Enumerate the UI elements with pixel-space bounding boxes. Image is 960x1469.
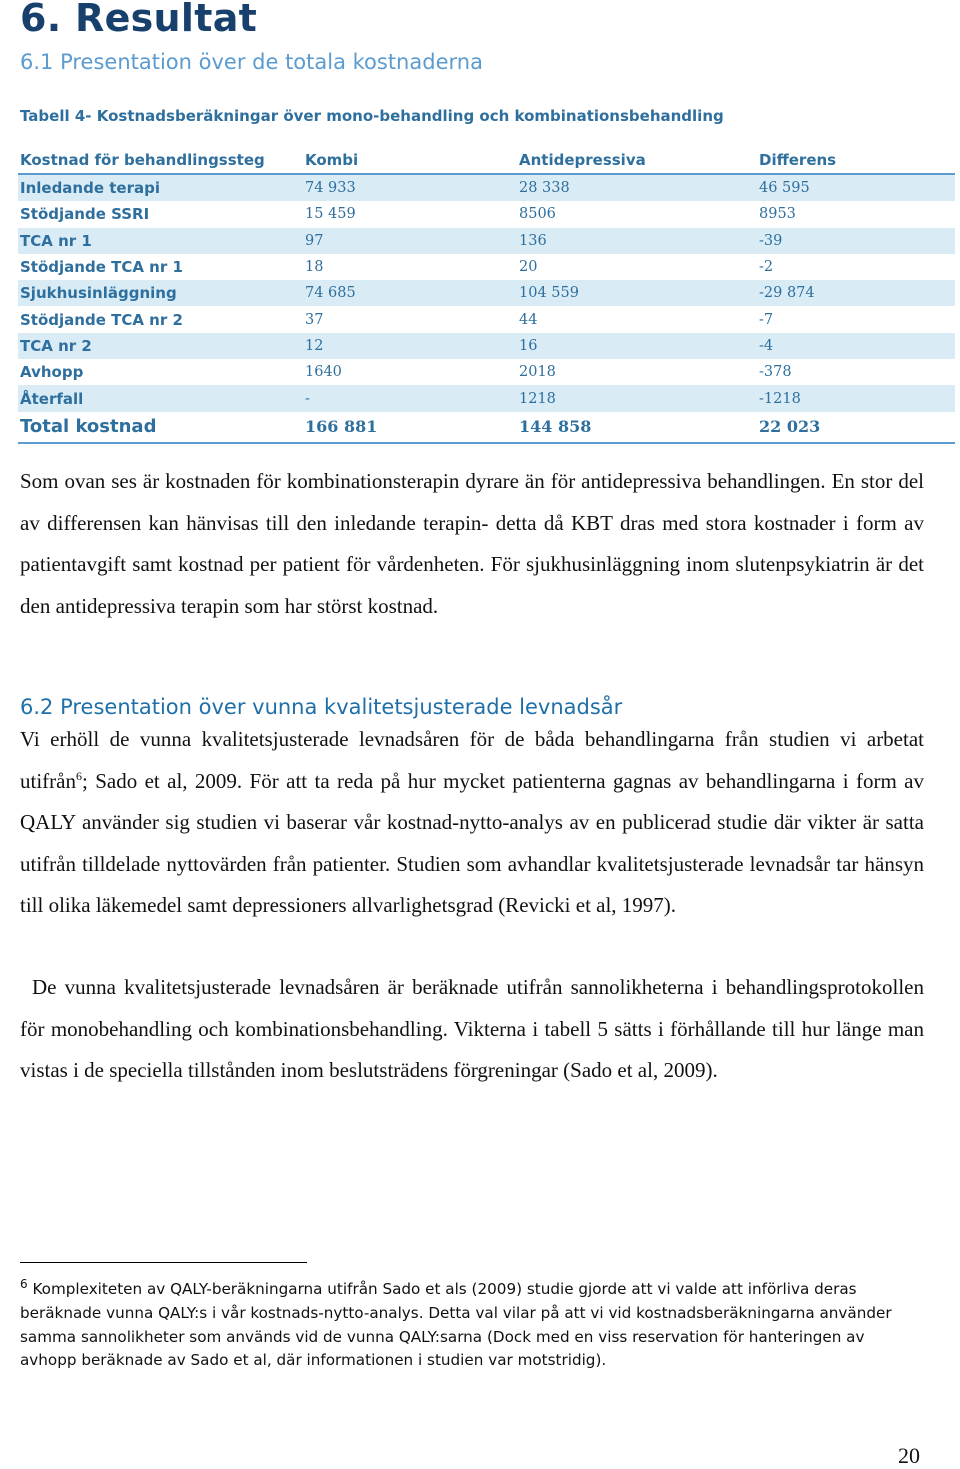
cell-kombi: 37 [305, 311, 324, 328]
total-differens: 22 023 [757, 412, 955, 443]
cell-differens: -2 [759, 259, 774, 276]
header-differens: Differens [757, 147, 955, 174]
cell-antidepressiva: 20 [519, 259, 538, 276]
cell-kombi: 74 933 [303, 174, 517, 201]
cell-kombi: 1640 [305, 364, 342, 381]
paragraph-cost-summary: Som ovan ses är kostnaden för kombinationsterapin dyrare än för antidepressiva behandlingen. En stor del av differensen kan hänvisas till den inledande terapin- detta då KBT dras med stora kostnader i form av patientavgift samt kostnad per patient för vårdenheten. För sjukhusinläggning inom slutenpsykiatrin är det den antidepressiva terapin som har störst kostnad. [20, 469, 924, 618]
table-row [18, 228, 955, 254]
cell-antidepressiva: 1218 [517, 385, 757, 411]
total-antidepressiva: 144 858 [517, 412, 757, 443]
row-label: Inledande terapi [18, 174, 303, 201]
cell-kombi: 12 [303, 333, 517, 359]
footnote [20, 1278, 920, 1373]
subsection-title-qaly: 6.2 Presentation över vunna kvalitetsjusterade levnadsår [20, 695, 623, 719]
cell-differens: -39 [757, 228, 955, 254]
table-row [18, 174, 955, 201]
cell-differens: -4 [757, 333, 955, 359]
table-header-row [18, 147, 955, 174]
row-label: TCA nr 1 [18, 228, 303, 254]
header-kombi: Kombi [303, 147, 517, 174]
table-row [18, 333, 955, 359]
cell-differens: 8953 [759, 206, 796, 223]
cell-antidepressiva: 2018 [519, 364, 556, 381]
row-label: Stödjande TCA nr 1 [20, 258, 183, 277]
cell-antidepressiva: 44 [519, 311, 538, 328]
subsection-title-costs: 6.1 Presentation över de totala kostnaderna [20, 50, 483, 74]
table-caption: Tabell 4- Kostnadsberäkningar över mono-behandling och kombinationsbehandling [20, 107, 724, 125]
footnote-reference: 6 [75, 768, 82, 783]
table-row [18, 280, 955, 306]
cell-kombi: 18 [305, 259, 324, 276]
cell-kombi: 74 685 [303, 280, 517, 306]
table-row [18, 385, 955, 411]
cell-antidepressiva: 136 [517, 228, 757, 254]
row-label: TCA nr 2 [18, 333, 303, 359]
cell-antidepressiva: 16 [517, 333, 757, 359]
cell-differens: 46 595 [757, 174, 955, 201]
cost-table [18, 147, 955, 444]
paragraph-qaly-part1: Vi erhöll de vunna kvalitetsjusterade levnadsåren för de båda behandlingarna från studien vi arbetat utifrån [20, 727, 924, 793]
footnote-separator [20, 1262, 307, 1263]
table-row [18, 254, 955, 280]
table-row [18, 359, 955, 385]
footnote-number: 6 [20, 1276, 28, 1291]
cell-kombi: 15 459 [305, 206, 356, 223]
footnote-text: Komplexiteten av QALY-beräkningarna utifrån Sado et als (2009) studie gjorde att vi valde att införliva deras beräknade vunna QALY:s i vår kostnads-nytto-analys. Detta val vilar på att vi vid kostnadsberäkningarna använder samma sannolikheter som används vid de vunna QALY:sarna (Dock med en viss reservation för hanteringen av avhopp beräknade av Sado et al, där informationen i studien var motstridig). [20, 1280, 892, 1370]
total-label: Total kostnad [18, 412, 303, 443]
header-step: Kostnad för behandlingssteg [18, 147, 303, 174]
cell-antidepressiva: 104 559 [517, 280, 757, 306]
header-antidepressiva: Antidepressiva [517, 147, 757, 174]
cell-differens: -7 [759, 311, 774, 328]
paragraph-qaly-weights: De vunna kvalitetsjusterade levnadsåren är beräknade utifrån sannolikheterna i behandlingsprotokollen för monobehandling och kombinationsbehandling. Vikterna i tabell 5 sätts i förhållande till hur länge man vistas i de speciella tillstånden inom beslutsträdens förgreningar (Sado et al, 2009). [20, 975, 924, 1082]
total-kombi: 166 881 [303, 412, 517, 443]
cell-antidepressiva: 8506 [519, 206, 556, 223]
page-number: 20 [898, 1443, 920, 1468]
table-total-row [18, 412, 955, 443]
row-label: Återfall [18, 385, 303, 411]
row-label: Stödjande SSRI [20, 205, 150, 224]
paragraph-qaly [20, 719, 924, 927]
table-row [18, 201, 955, 227]
cell-kombi: 97 [303, 228, 517, 254]
row-label: Sjukhusinläggning [18, 280, 303, 306]
cell-antidepressiva: 28 338 [517, 174, 757, 201]
cell-differens: -1218 [757, 385, 955, 411]
row-label: Stödjande TCA nr 2 [20, 310, 183, 329]
section-title: 6. Resultat [20, 0, 258, 40]
paragraph-qaly-part2: ; Sado et al, 2009. För att ta reda på hur mycket patienterna gagnas av behandlingarna i form av QALY använder sig studien vi baserar vår kostnad-nytto-analys av en publicerad studie där vikter är satta utifrån tilldelade nyttovärden från patienter. Studien som avhandlar kvalitetsjusterade levnadsår tar hänsyn till olika läkemedel samt depressioners allvarlighetsgrad (Revicki et al, 1997). [20, 768, 924, 917]
table-row [18, 306, 955, 332]
cell-differens: -378 [759, 364, 792, 381]
row-label: Avhopp [20, 363, 84, 382]
cell-kombi: - [303, 385, 517, 411]
cell-differens: -29 874 [757, 280, 955, 306]
